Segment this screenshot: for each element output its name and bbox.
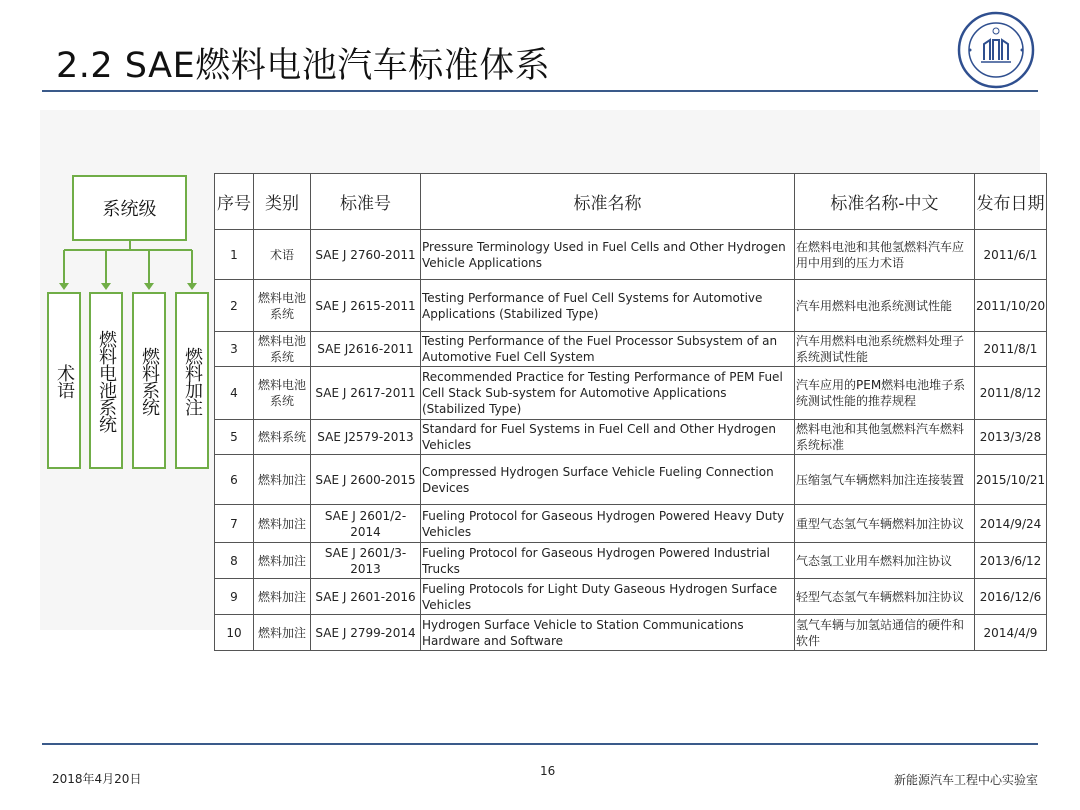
standard-name-cell: Fueling Protocol for Gaseous Hydrogen Powered Industrial Trucks [421, 543, 795, 579]
row-number-cell: 4 [215, 367, 254, 420]
standard-code-cell: SAE J 2617-2011 [311, 367, 421, 420]
standard-name-cn-cell: 汽车用燃料电池系统燃料处理子系统测试性能 [795, 332, 975, 367]
standard-name-cn-cell: 气态氢工业用车燃料加注协议 [795, 543, 975, 579]
category-cell: 燃料系统 [254, 420, 311, 455]
table-row [215, 420, 1047, 455]
diagram-root-box [72, 175, 187, 241]
connector-line [64, 249, 192, 251]
table-row [215, 280, 1047, 332]
connector-line [148, 250, 150, 283]
category-cell: 燃料电池系统 [254, 332, 311, 367]
table-row [215, 332, 1047, 367]
standards-table [214, 173, 1047, 651]
standard-name-cn-cell: 压缩氢气车辆燃料加注连接装置 [795, 455, 975, 505]
table-row [215, 615, 1047, 651]
header-cell: 标准名称 [421, 174, 795, 230]
standard-code-cell: SAE J2579-2013 [311, 420, 421, 455]
footer-organization: 新能源汽车工程中心实验室 [893, 773, 1038, 787]
table-row [215, 367, 1047, 420]
publish-date-cell: 2014/9/24 [975, 505, 1047, 543]
standard-name-cell: Fueling Protocols for Light Duty Gaseous Hydrogen Surface Vehicles [421, 579, 795, 615]
table-header-row [215, 174, 1047, 230]
standard-name-cn-cell: 重型气态氢气车辆燃料加注协议 [795, 505, 975, 543]
category-cell: 燃料加注 [254, 579, 311, 615]
category-cell: 术语 [254, 230, 311, 280]
title-divider [42, 90, 1038, 92]
arrow-down-icon [187, 283, 197, 290]
diagram-child-box [132, 292, 166, 469]
publish-date-cell: 2016/12/6 [975, 579, 1047, 615]
standard-name-cn-cell: 在燃料电池和其他氢燃料汽车应用中用到的压力术语 [795, 230, 975, 280]
diagram-child-label: 燃料加注 [182, 346, 203, 415]
publish-date-cell: 2011/8/1 [975, 332, 1047, 367]
page-number: 16 [540, 764, 556, 778]
standard-name-cell: Testing Performance of the Fuel Processor Subsystem of an Automotive Fuel Cell System [421, 332, 795, 367]
table-row [215, 505, 1047, 543]
table-row [215, 230, 1047, 280]
arrow-down-icon [144, 283, 154, 290]
table-row [215, 543, 1047, 579]
row-number-cell: 9 [215, 579, 254, 615]
diagram-child-label: 燃料电池系统 [96, 329, 117, 432]
publish-date-cell: 2015/10/21 [975, 455, 1047, 505]
footer-divider [42, 743, 1038, 745]
publish-date-cell: 2011/8/12 [975, 367, 1047, 420]
standard-code-cell: SAE J 2601-2016 [311, 579, 421, 615]
standard-code-cell: SAE J 2799-2014 [311, 615, 421, 651]
category-cell: 燃料加注 [254, 455, 311, 505]
diagram-child-box [175, 292, 209, 469]
diagram-child-box [89, 292, 123, 469]
standard-code-cell: SAE J 2601/3-2013 [311, 543, 421, 579]
category-cell: 燃料加注 [254, 505, 311, 543]
publish-date-cell: 2011/6/1 [975, 230, 1047, 280]
connector-line [191, 250, 193, 283]
standard-name-cell: Standard for Fuel Systems in Fuel Cell and Other Hydrogen Vehicles [421, 420, 795, 455]
row-number-cell: 1 [215, 230, 254, 280]
row-number-cell: 10 [215, 615, 254, 651]
standard-name-cn-cell: 氢气车辆与加氢站通信的硬件和软件 [795, 615, 975, 651]
diagram-child-label: 术语 [54, 363, 75, 398]
diagram-child-label: 燃料系统 [139, 346, 160, 415]
publish-date-cell: 2014/4/9 [975, 615, 1047, 651]
header-cell: 序号 [215, 174, 254, 230]
standard-name-cell: Testing Performance of Fuel Cell Systems for Automotive Applications (Stabilized Type) [421, 280, 795, 332]
standard-code-cell: SAE J2616-2011 [311, 332, 421, 367]
header-cell: 标准名称-中文 [795, 174, 975, 230]
table-row [215, 579, 1047, 615]
university-seal-logo [956, 10, 1036, 90]
arrow-down-icon [101, 283, 111, 290]
category-cell: 燃料电池系统 [254, 367, 311, 420]
standard-name-cell: Hydrogen Surface Vehicle to Station Communications Hardware and Software [421, 615, 795, 651]
diagram-root-label: 系统级 [102, 199, 157, 220]
standard-name-cn-cell: 汽车用燃料电池系统测试性能 [795, 280, 975, 332]
header-cell: 类别 [254, 174, 311, 230]
standard-name-cn-cell: 轻型气态氢气车辆燃料加注协议 [795, 579, 975, 615]
header-cell: 标准号 [311, 174, 421, 230]
publish-date-cell: 2011/10/20 [975, 280, 1047, 332]
row-number-cell: 2 [215, 280, 254, 332]
row-number-cell: 8 [215, 543, 254, 579]
standard-name-cell: Recommended Practice for Testing Performance of PEM Fuel Cell Stack Sub-system for Automotive Applications (Stabilized Type) [421, 367, 795, 420]
footer-date: 2018年4月20日 [52, 772, 142, 786]
connector-line [105, 250, 107, 283]
row-number-cell: 5 [215, 420, 254, 455]
connector-line [63, 250, 65, 283]
row-number-cell: 3 [215, 332, 254, 367]
standard-code-cell: SAE J 2600-2015 [311, 455, 421, 505]
category-cell: 燃料加注 [254, 543, 311, 579]
arrow-down-icon [59, 283, 69, 290]
standard-code-cell: SAE J 2615-2011 [311, 280, 421, 332]
publish-date-cell: 2013/6/12 [975, 543, 1047, 579]
standard-code-cell: SAE J 2760-2011 [311, 230, 421, 280]
diagram-child-box [47, 292, 81, 469]
category-cell: 燃料加注 [254, 615, 311, 651]
standard-code-cell: SAE J 2601/2-2014 [311, 505, 421, 543]
row-number-cell: 7 [215, 505, 254, 543]
publish-date-cell: 2013/3/28 [975, 420, 1047, 455]
standard-name-cn-cell: 汽车应用的PEM燃料电池堆子系统测试性能的推荐规程 [795, 367, 975, 420]
slide-title: 2.2 SAE燃料电池汽车标准体系 [56, 46, 551, 86]
standard-name-cn-cell: 燃料电池和其他氢燃料汽车燃料系统标准 [795, 420, 975, 455]
row-number-cell: 6 [215, 455, 254, 505]
category-cell: 燃料电池系统 [254, 280, 311, 332]
table-row [215, 455, 1047, 505]
standard-name-cell: Compressed Hydrogen Surface Vehicle Fueling Connection Devices [421, 455, 795, 505]
standard-name-cell: Fueling Protocol for Gaseous Hydrogen Powered Heavy Duty Vehicles [421, 505, 795, 543]
standard-name-cell: Pressure Terminology Used in Fuel Cells and Other Hydrogen Vehicle Applications [421, 230, 795, 280]
header-cell: 发布日期 [975, 174, 1047, 230]
